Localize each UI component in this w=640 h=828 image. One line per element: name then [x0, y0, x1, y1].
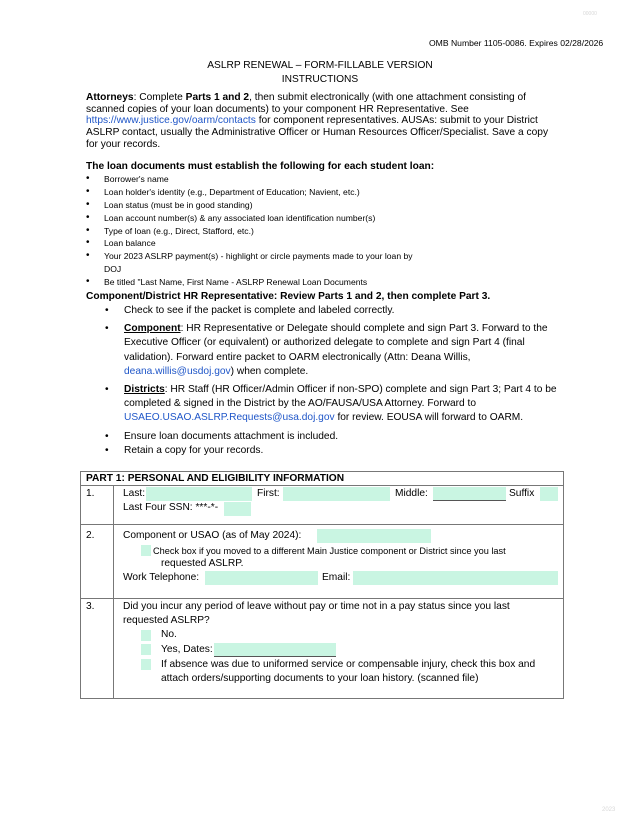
parts-label: Parts 1 and 2 [185, 92, 250, 103]
moved-checkbox[interactable] [141, 545, 151, 556]
no-checkbox[interactable] [141, 630, 151, 641]
list-item: • Check to see if the packet is complete and labeled correctly. [105, 304, 565, 318]
yes-checkbox[interactable] [141, 644, 151, 655]
absence-checkbox[interactable] [141, 659, 151, 670]
attorneys-label: Attorneys [86, 92, 134, 103]
list-item: • Districts: HR Staff (HR Officer/Admin Officer if non-SPO) complete and sign Part 3; Part 4 to be completed & signed in the District by the AO/FAUSA/USA Attorney. Forward to USAEO.USAO.ASLRP.Requests@usa.doj.gov for review. EOUSA will forward to OARM. [105, 383, 565, 426]
absence-text-line1: If absence was due to uniformed service or compensable injury, check this box and [161, 659, 536, 670]
list-item: • Your 2023 ASLRP payment(s) - highlight or circle payments made to your loan by DOJ [86, 250, 424, 276]
form-title: ASLRP RENEWAL – FORM-FILLABLE VERSION [207, 60, 433, 71]
suffix-label: Suffix [509, 488, 535, 499]
districts-label: Districts [124, 384, 165, 396]
row3-number: 3. [86, 601, 95, 612]
list-item: • Be titled "Last Name, First Name - ASLRP Renewal Loan Documents [86, 276, 424, 289]
loan-docs-list [86, 173, 424, 289]
component-usao-label: Component or USAO (as of May 2024): [123, 530, 302, 541]
list-item: • Loan status (must be in good standing) [86, 199, 424, 212]
eousa-email-link[interactable]: USAEO.USAO.ASLRP.Requests@usa.doj.gov [124, 412, 335, 424]
loan-docs-heading: The loan documents must establish the following for each student loan: [86, 161, 435, 172]
middle-name-label: Middle: [395, 488, 428, 499]
last-name-field[interactable] [146, 487, 252, 501]
oarm-email-link[interactable]: deana.willis@usdoj.gov [124, 365, 231, 377]
contacts-link[interactable]: https://www.justice.gov/oarm/contacts [86, 115, 256, 127]
omb-number: OMB Number 1105-0086. Expires 02/28/2026 [429, 38, 604, 48]
work-phone-label: Work Telephone: [123, 572, 200, 583]
list-item: • Retain a copy for your records. [105, 444, 565, 458]
first-name-field[interactable] [283, 487, 390, 501]
leave-question-line2: requested ASLRP? [123, 615, 210, 626]
email-field[interactable] [353, 571, 558, 585]
email-label: Email: [322, 572, 351, 583]
moved-text-line1: Check box if you moved to a different Main Justice component or District since you last [153, 546, 506, 556]
middle-name-field[interactable] [433, 487, 506, 501]
attorneys-paragraph: Attorneys: Complete Parts 1 and 2, then submit electronically (with one attachment consisting of scanned copies of your loan documents) to your component HR Representative. See https://www.justice.gov/oarm/contacts for component representatives. AUSAs: submit to your District ASLRP contact, usually the Administrative Officer or Human Resources Officer/Specialist. Save a copy for your records. [86, 92, 549, 150]
component-heading: Component/District HR Representative: Review Parts 1 and 2, then complete Part 3. [86, 291, 491, 302]
work-phone-field[interactable] [205, 571, 318, 585]
row2-number: 2. [86, 530, 95, 541]
list-item: • Type of loan (e.g., Direct, Stafford, etc.) [86, 225, 424, 238]
list-item: • Component: HR Representative or Delegate should complete and sign Part 3. Forward to the Executive Officer (or equivalent) or authorized delegate to complete and sign Part 4 (final validation). Forward entire packet to OARM electronically (Attn: Deana Willis, deana.willis@usdoj.gov) when complete. [105, 322, 565, 379]
list-item: • Borrower's name [86, 173, 424, 186]
ssn-label: Last Four SSN: ***-*- [123, 502, 219, 513]
instructions-title: INSTRUCTIONS [281, 74, 359, 85]
moved-text-line2: requested ASLRP. [161, 558, 244, 569]
suffix-field[interactable] [540, 487, 558, 501]
yes-dates-label: Yes, Dates: [161, 644, 213, 655]
list-item: • Loan balance [86, 237, 424, 250]
last-name-label: Last: [123, 488, 146, 499]
list-item: • Loan account number(s) & any associated loan identification number(s) [86, 212, 424, 225]
footer-year: 2023 [602, 807, 616, 813]
leave-question-line1: Did you incur any period of leave without pay or time not in a pay status since you last [123, 601, 510, 612]
list-item: • Ensure loan documents attachment is included. [105, 430, 565, 444]
ssn-field[interactable] [224, 502, 251, 516]
yes-dates-field[interactable] [214, 643, 336, 657]
component-usao-field[interactable] [317, 529, 431, 543]
component-list [105, 304, 565, 458]
row1-number: 1. [86, 488, 95, 499]
list-item: • Loan holder's identity (e.g., Department of Education; Navient, etc.) [86, 186, 424, 199]
no-label: No. [161, 629, 177, 640]
corner-mark: 00000 [583, 11, 597, 17]
part1-title: PART 1: PERSONAL AND ELIGIBILITY INFORMATION [86, 473, 345, 484]
component-label: Component [124, 323, 181, 335]
absence-text-line2: attach orders/supporting documents to your loan history. (scanned file) [161, 673, 479, 684]
first-name-label: First: [257, 488, 280, 499]
